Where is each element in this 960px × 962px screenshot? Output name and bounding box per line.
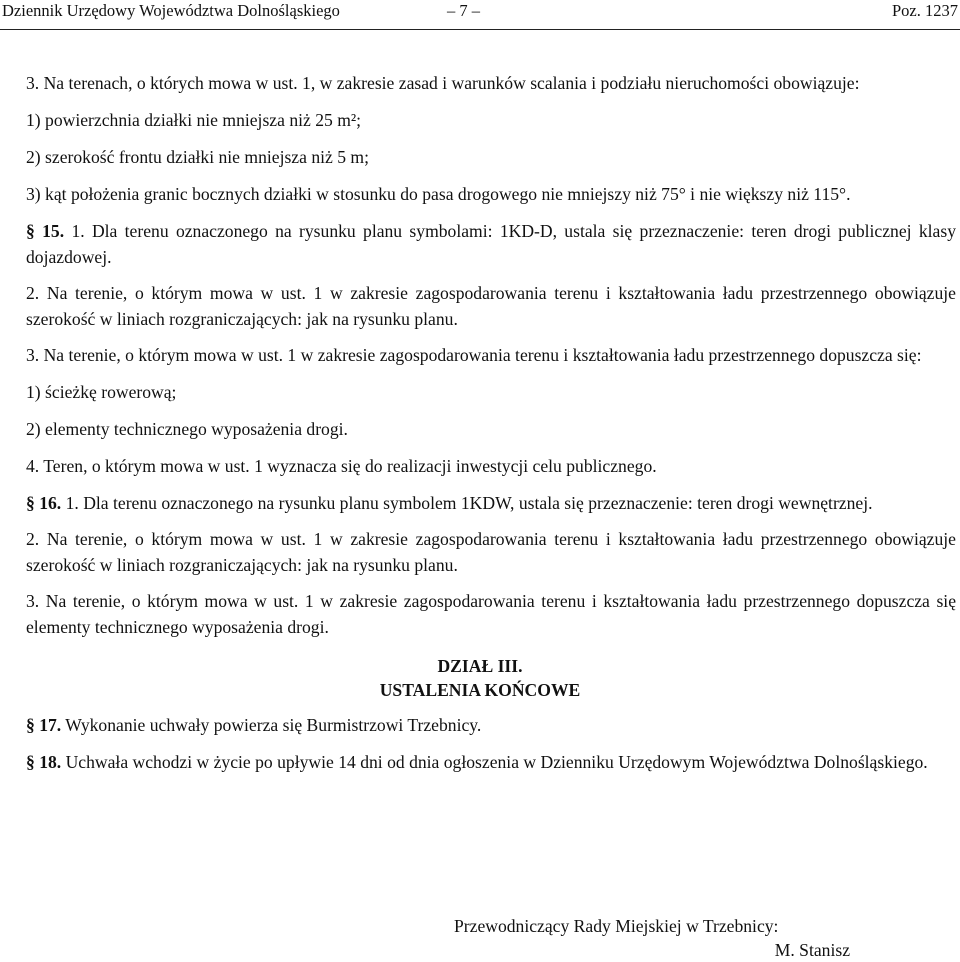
- section-17-text: Wykonanie uchwały powierza się Burmistrzowi Trzebnicy.: [61, 715, 482, 735]
- section-16-paragraph-2: 2. Na terenie, o którym mowa w ust. 1 w zakresie zagospodarowania terenu i kształtowania ładu przestrzennego obowiązuje szerokość w liniach rozgraniczających: jak na rysunku planu.: [26, 529, 956, 575]
- journal-title: Dziennik Urzędowy Województwa Dolnośląskiego: [2, 1, 340, 20]
- page-number: – 7 –: [447, 1, 480, 20]
- section-17-number: 17.: [39, 715, 62, 735]
- section-15-paragraph-2: 2. Na terenie, o którym mowa w ust. 1 w zakresie zagospodarowania terenu i kształtowania ładu przestrzennego obowiązuje szerokość w liniach rozgraniczających: jak na rysunku planu.: [26, 283, 956, 329]
- list-item-frontage: 2) szerokość frontu działki nie mniejsza niż 5 m;: [26, 147, 369, 167]
- page-header: [0, 0, 960, 30]
- section-15-number: 15.: [42, 221, 65, 241]
- signature-title: Przewodniczący Rady Miejskiej w Trzebnicy:: [454, 916, 779, 936]
- chapter-subtitle: USTALENIA KOŃCOWE: [379, 680, 581, 700]
- section-18-text: Uchwała wchodzi w życie po upływie 14 dni od dnia ogłoszenia w Dzienniku Urzędowym Województwa Dolnośląskiego.: [61, 752, 928, 772]
- section-16-paragraph-1: [4, 490, 956, 516]
- signature-block: [454, 914, 850, 962]
- section-15-paragraph-3: 3. Na terenie, o którym mowa w ust. 1 w zakresie zagospodarowania terenu i kształtowania ładu przestrzennego dopuszcza się:: [26, 345, 922, 365]
- chapter-heading: [4, 654, 956, 702]
- list-item-angle: 3) kąt położenia granic bocznych działki w stosunku do pasa drogowego nie mniejszy niż 75° i nie większy niż 115°.: [26, 184, 851, 204]
- section-15-text: 1. Dla terenu oznaczonego na rysunku planu symbolami: 1KD-D, ustala się przeznaczenie: teren drogi publicznej klasy dojazdowej.: [26, 221, 957, 267]
- section-17: [4, 712, 956, 738]
- section-sign: §: [26, 221, 35, 241]
- position-number: Poz. 1237: [892, 1, 958, 20]
- signature-name: M. Stanisz: [774, 940, 850, 960]
- section-16-paragraph-3: 3. Na terenie, o którym mowa w ust. 1 w zakresie zagospodarowania terenu i kształtowania ładu przestrzennego dopuszcza się elementy technicznego wyposażenia drogi.: [26, 591, 956, 637]
- section-sign: §: [26, 752, 35, 772]
- chapter-title: DZIAŁ III.: [437, 656, 523, 676]
- section-15-item-road-equipment: 2) elementy technicznego wyposażenia drogi.: [26, 419, 348, 439]
- section-18: [4, 749, 956, 775]
- section-15-item-bike-path: 1) ścieżkę rowerową;: [26, 382, 177, 402]
- section-15-paragraph-4: 4. Teren, o którym mowa w ust. 1 wyznacza się do realizacji inwestycji celu publicznego.: [26, 456, 657, 476]
- section-16-number: 16.: [39, 493, 62, 513]
- section-15-paragraph-1: [4, 218, 956, 270]
- document-body: [4, 70, 956, 775]
- section-sign: §: [26, 493, 35, 513]
- section-16-text: 1. Dla terenu oznaczonego na rysunku planu symbolem 1KDW, ustala się przeznaczenie: teren drogi wewnętrznej.: [61, 493, 873, 513]
- section-sign: §: [26, 715, 35, 735]
- paragraph-3-scalanie: 3. Na terenach, o których mowa w ust. 1, w zakresie zasad i warunków scalania i podziału nieruchomości obowiązuje:: [26, 73, 860, 93]
- section-18-number: 18.: [39, 752, 62, 772]
- list-item-area: 1) powierzchnia działki nie mniejsza niż 25 m²;: [26, 110, 362, 130]
